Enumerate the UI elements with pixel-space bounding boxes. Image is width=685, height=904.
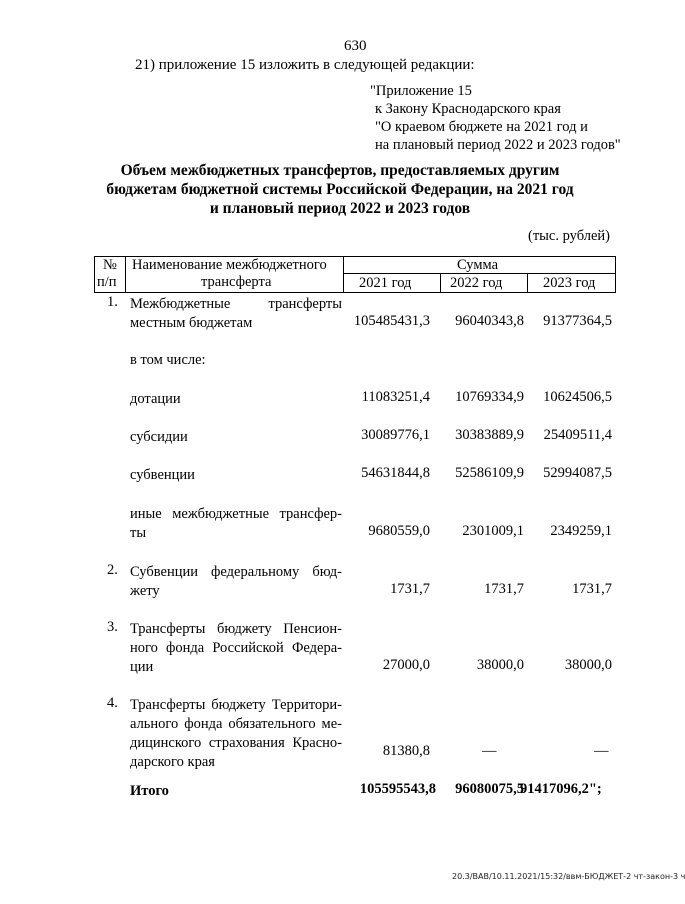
total-label: Итого	[130, 783, 169, 799]
amendment-instruction: 21) приложение 15 изложить в следующей редакции:	[135, 57, 475, 73]
table-right-border	[615, 256, 616, 292]
col-divider-num	[125, 256, 126, 292]
header-year-2022: 2022 год	[450, 275, 503, 291]
row-label: субсидии	[130, 429, 188, 445]
row-value-2023: 2349259,1	[550, 523, 612, 539]
row-label: в том числе:	[130, 352, 206, 368]
row-label: Трансферты бюджету Пенсион-	[130, 621, 342, 637]
document-title-line-3: и плановый период 2022 и 2023 годов	[209, 200, 471, 217]
header-year-2021: 2021 год	[359, 275, 412, 291]
row-value-2021: 1731,7	[390, 581, 430, 597]
col-divider-y1	[440, 273, 441, 292]
row-value-2023: 10624506,5	[543, 389, 612, 405]
header-bottom-border	[94, 292, 616, 293]
document-title-line-2: бюджетам бюджетной системы Российской Федерации, на 2021 год	[106, 181, 574, 198]
appendix-line-1: "Приложение 15	[370, 83, 472, 99]
header-name: Наименование межбюджетного	[132, 257, 327, 273]
appendix-line-3: "О краевом бюджете на 2021 год и	[375, 119, 588, 135]
page-number: 630	[344, 38, 367, 54]
row-label: жету	[130, 583, 160, 599]
row-label: Трансферты бюджету Территори-	[130, 697, 342, 713]
row-value-2023: —	[594, 743, 609, 759]
total-value-2022: 96080075,5	[455, 781, 524, 797]
row-value-2022: 30383889,9	[455, 427, 524, 443]
row-number: 2.	[107, 562, 118, 578]
total-value-2023: 91417096,2";	[520, 781, 602, 797]
row-label: Межбюджетные трансферты	[130, 296, 342, 312]
row-label: ты	[130, 525, 147, 541]
row-value-2021: 11083251,4	[361, 389, 430, 405]
row-number: 3.	[107, 619, 118, 635]
header-sum: Сумма	[457, 257, 499, 273]
header-year-2023: 2023 год	[543, 275, 596, 291]
row-label: ции	[130, 659, 154, 675]
row-value-2023: 52994087,5	[543, 465, 612, 481]
row-label: местным бюджетам	[130, 315, 253, 331]
row-value-2022: 38000,0	[476, 657, 524, 673]
row-label: дицинского страхования Красно-	[130, 735, 342, 751]
row-value-2021: 81380,8	[382, 743, 430, 759]
row-label: Субвенции федеральному бюд-	[130, 564, 342, 580]
col-divider-y2	[527, 273, 528, 292]
row-value-2022: —	[482, 743, 497, 759]
row-value-2021: 27000,0	[382, 657, 430, 673]
row-label: ального фонда обязательного ме-	[130, 716, 342, 732]
row-value-2022: 52586109,9	[455, 465, 524, 481]
appendix-line-4: на плановый период 2022 и 2023 годов"	[375, 137, 621, 153]
row-value-2022: 1731,7	[484, 581, 524, 597]
header-number: №	[103, 257, 117, 273]
units-label: (тыс. рублей)	[528, 228, 610, 244]
row-value-2023: 1731,7	[572, 581, 612, 597]
row-value-2021: 9680559,0	[368, 523, 430, 539]
total-value-2021: 105595543,8	[359, 781, 436, 797]
header-number-sub: п/п	[97, 274, 117, 290]
appendix-line-2: к Закону Краснодарского края	[375, 101, 561, 117]
row-label: дарского края	[130, 754, 215, 770]
row-value-2022: 2301009,1	[462, 523, 524, 539]
row-label: дотации	[130, 391, 181, 407]
header-name-sub: трансферта	[201, 274, 272, 290]
row-label: ного фонда Российской Федера-	[130, 640, 342, 656]
row-value-2023: 91377364,5	[543, 313, 612, 329]
col-divider-name	[343, 256, 344, 292]
row-value-2021: 30089776,1	[361, 427, 430, 443]
row-value-2022: 10769334,9	[455, 389, 524, 405]
row-label: иные межбюджетные трансфер-	[130, 506, 342, 522]
row-value-2021: 105485431,3	[353, 313, 430, 329]
row-number: 4.	[107, 695, 118, 711]
row-label: субвенции	[130, 467, 195, 483]
row-value-2021: 54631844,8	[361, 465, 430, 481]
row-value-2022: 96040343,8	[455, 313, 524, 329]
row-value-2023: 38000,0	[564, 657, 612, 673]
document-title-line-1: Объем межбюджетных трансфертов, предоставляемых другим	[120, 162, 560, 179]
row-number: 1.	[107, 294, 118, 310]
table-left-border	[94, 256, 95, 292]
row-value-2023: 25409511,4	[543, 427, 612, 443]
document-footer-code: 20.3/ВАВ/10.11.2021/15:32/ввм-БЮДЖЕТ-2 чт-закон-3 ч	[452, 872, 685, 881]
